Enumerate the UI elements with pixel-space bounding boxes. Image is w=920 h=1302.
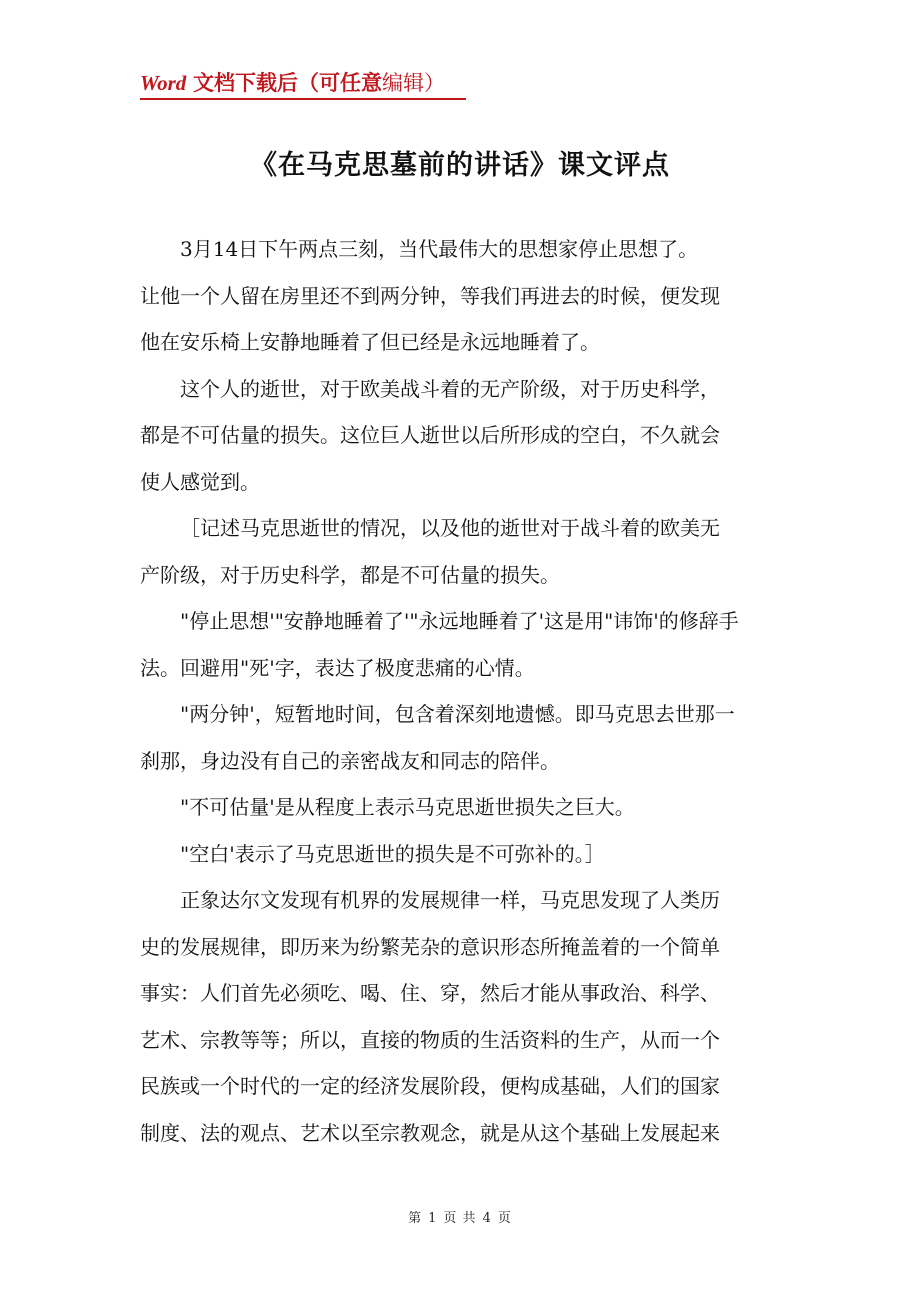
download-header-banner <box>140 70 466 100</box>
paragraph <box>140 505 780 598</box>
text-line: ［记述马克思逝世的情况，以及他的逝世对于战斗着的欧美无 <box>180 516 720 540</box>
paragraph <box>140 691 780 784</box>
paragraph <box>140 598 780 691</box>
text-line: 他在安乐椅上安静地睡着了但已经是永远地睡着了。 <box>140 330 600 354</box>
text-line: 产阶级，对于历史科学，都是不可估量的损失。 <box>140 562 560 587</box>
text-line: 法。回避用"死'字，表达了极度悲痛的心情。 <box>140 655 535 680</box>
text-line: 艺术、宗教等等；所以，直接的物质的生活资料的生产，从而一个 <box>140 1027 720 1052</box>
paragraph <box>140 226 780 366</box>
paragraph <box>140 784 780 831</box>
text-line: 都是不可估量的损失。这位巨人逝世以后所形成的空白，不久就会 <box>140 423 720 447</box>
footer-suffix: 页 <box>497 1211 512 1226</box>
footer-page-number: 1 <box>428 1211 438 1226</box>
footer-prefix: 第 <box>408 1211 423 1226</box>
text-line: 使人感觉到。 <box>140 469 260 494</box>
footer-middle: 页 共 <box>443 1211 477 1226</box>
text-line: 让他一个人留在房里还不到两分钟，等我们再进去的时候，便发现 <box>140 283 720 308</box>
text-line: 史的发展规律，即历来为纷繁芜杂的意识形态所掩盖着的一个简单 <box>140 934 720 959</box>
text-line: 3月14日下午两点三刻，当代最伟大的思想家停止思想了。 <box>180 237 699 261</box>
paragraph <box>140 877 780 1156</box>
footer-total-pages: 4 <box>482 1211 492 1226</box>
paragraph <box>140 831 780 878</box>
text-line: "两分钟'，短暂地时间，包含着深刻地遗憾。即马克思去世那一 <box>180 702 735 726</box>
document-title: 《在马克思墓前的讲话》课文评点 <box>250 150 670 181</box>
header-main-label: 文档下载后（可任意 <box>192 71 382 95</box>
text-line: 事实：人们首先必须吃、喝、住、穿，然后才能从事政治、科学、 <box>140 981 720 1005</box>
text-line: "停止思想'"安静地睡着了'"永远地睡着了'这是用"讳饰'的修辞手 <box>180 609 739 633</box>
text-line: 民族或一个时代的一定的经济发展阶段，便构成基础，人们的国家 <box>140 1074 720 1098</box>
text-line: 刹那，身边没有自己的亲密战友和同志的陪伴。 <box>140 748 560 773</box>
text-line: 制度、法的观点、艺术以至宗教观念，就是从这个基础上发展起来 <box>140 1120 720 1145</box>
document-body <box>140 226 780 1156</box>
text-line: "空白'表示了马克思逝世的损失是不可弥补的。］ <box>180 841 605 866</box>
paragraph <box>140 366 780 506</box>
text-line: 这个人的逝世，对于欧美战斗着的无产阶级，对于历史科学， <box>180 376 720 401</box>
header-word-label: Word <box>140 71 187 95</box>
page-footer <box>0 1207 920 1226</box>
text-line: "不可估量'是从程度上表示马克思逝世损失之巨大。 <box>180 795 635 819</box>
header-edit-label: 编辑） <box>381 71 445 95</box>
text-line: 正象达尔文发现有机界的发展规律一样，马克思发现了人类历 <box>180 888 720 912</box>
